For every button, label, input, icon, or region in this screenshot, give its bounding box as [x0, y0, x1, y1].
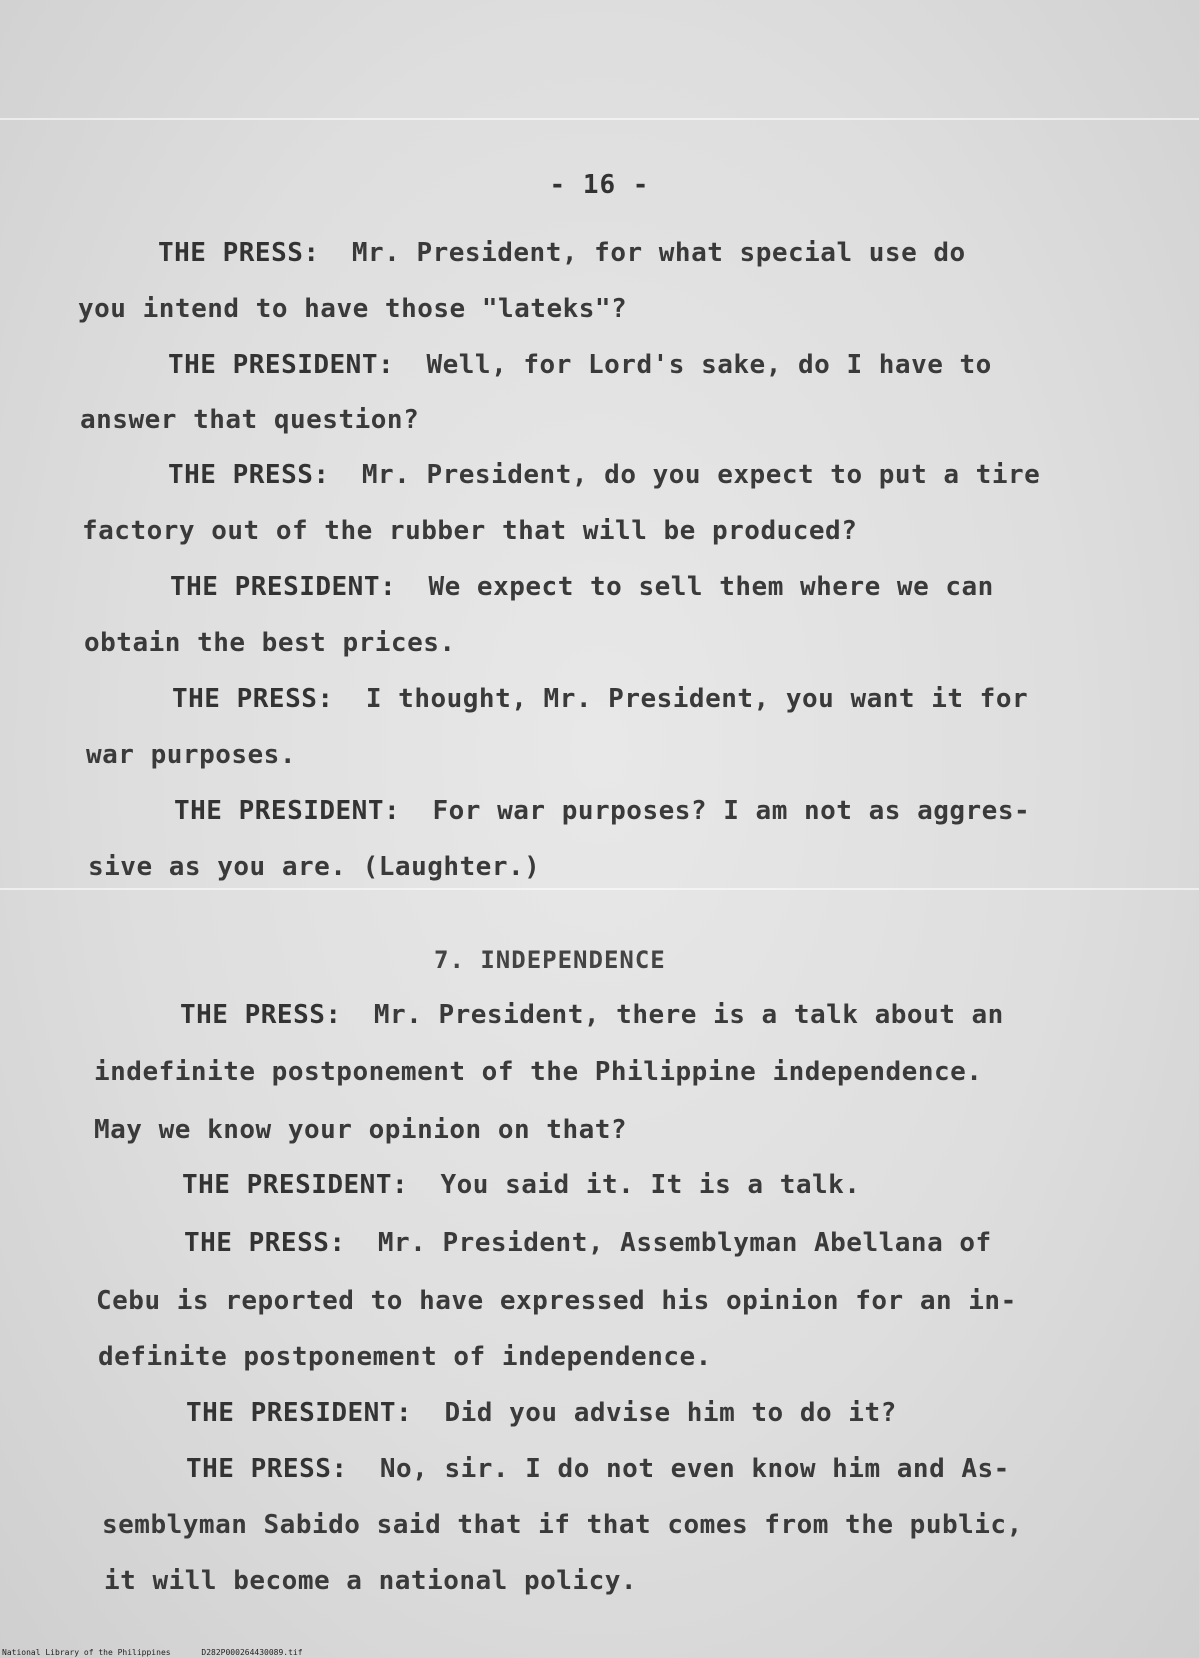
line-text: Cebu is reported to have expressed his opinion for an in- [96, 1286, 1017, 1316]
dialogue-line [104, 1566, 637, 1596]
line-text: definite postponement of independence. [98, 1342, 712, 1372]
speaker-label: THE PRESS: [158, 238, 320, 268]
speaker-label: THE PRESIDENT: [170, 572, 397, 602]
dialogue-line [96, 1286, 1017, 1316]
dialogue-line [168, 350, 992, 380]
dialogue-line [78, 294, 627, 324]
section-heading: 7. INDEPENDENCE [434, 946, 666, 974]
speaker-label: THE PRESIDENT: [174, 796, 401, 826]
line-text: Mr. President, do you expect to put a tire [361, 460, 1041, 490]
dialogue-line [86, 740, 296, 770]
speaker-label: THE PRESS: [184, 1228, 346, 1258]
speaker-label: THE PRESIDENT: [186, 1398, 413, 1428]
speaker-label: THE PRESIDENT: [168, 350, 395, 380]
page-number: - 16 - [549, 170, 650, 200]
scan-footer [2, 1648, 329, 1657]
line-text: obtain the best prices. [84, 628, 456, 658]
line-text: We expect to sell them where we can [428, 572, 994, 602]
dialogue-line [94, 1057, 982, 1087]
speaker-label: THE PRESS: [186, 1454, 348, 1484]
dialogue-line [82, 516, 857, 546]
dialogue-line [94, 1115, 627, 1145]
dialogue-line [180, 1000, 1004, 1030]
line-text: indefinite postponement of the Philippine independence. [94, 1057, 983, 1087]
line-text: war purposes. [86, 740, 296, 770]
footer-file: D282P000264430089.tif [201, 1648, 303, 1657]
dialogue-line [80, 405, 419, 435]
line-text: sive as you are. (Laughter.) [88, 852, 541, 882]
line-text: I thought, Mr. President, you want it for [365, 684, 1029, 714]
line-text: answer that question? [80, 405, 420, 435]
line-text: For war purposes? I am not as aggres- [432, 796, 1031, 826]
dialogue-line [168, 460, 1040, 490]
speaker-label: THE PRESS: [180, 1000, 342, 1030]
dialogue-line [98, 1342, 712, 1372]
line-text: Mr. President, for what special use do [351, 238, 966, 268]
dialogue-line [84, 628, 456, 658]
dialogue-line [88, 852, 540, 882]
dialogue-line [182, 1170, 860, 1200]
dialogue-line [174, 796, 1030, 826]
dialogue-line [158, 238, 966, 268]
dialogue-line [102, 1510, 1023, 1540]
dialogue-line [172, 684, 1028, 714]
dialogue-line [170, 572, 994, 602]
dialogue-line [186, 1398, 897, 1428]
line-text: factory out of the rubber that will be produced? [82, 516, 858, 546]
line-text: you intend to have those "lateks"? [78, 294, 628, 324]
line-text: May we know your opinion on that? [94, 1115, 628, 1145]
dialogue-line [186, 1454, 1010, 1484]
line-text: Mr. President, Assemblyman Abellana of [377, 1228, 992, 1258]
dialogue-line [184, 1228, 992, 1258]
line-text: Did you advise him to do it? [444, 1398, 897, 1428]
line-text: it will become a national policy. [104, 1566, 638, 1596]
footer-library: National Library of the Philippines [2, 1648, 171, 1657]
speaker-label: THE PRESS: [172, 684, 334, 714]
line-text: semblyman Sabido said that if that comes from the public, [102, 1510, 1023, 1540]
speaker-label: THE PRESS: [168, 460, 330, 490]
line-text: You said it. It is a talk. [440, 1170, 861, 1200]
speaker-label: THE PRESIDENT: [182, 1170, 409, 1200]
line-text: Mr. President, there is a talk about an [373, 1000, 1004, 1030]
line-text: Well, for Lord's sake, do I have to [426, 350, 992, 380]
fold-line [0, 118, 1199, 120]
line-text: No, sir. I do not even know him and As- [379, 1454, 1010, 1484]
fold-line [0, 888, 1199, 890]
